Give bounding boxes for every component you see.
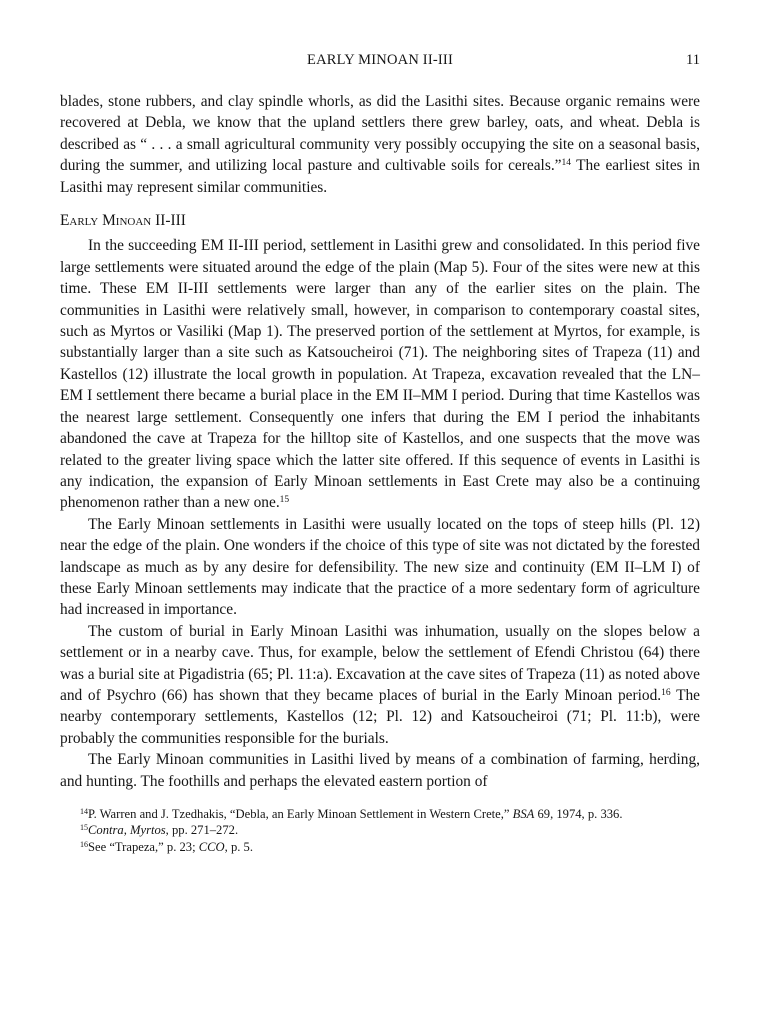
paragraph bbox=[60, 621, 700, 749]
paragraph bbox=[60, 91, 700, 198]
paragraph bbox=[60, 749, 700, 792]
footnote bbox=[60, 822, 700, 838]
footnote-italic: Contra, Myrtos bbox=[88, 823, 166, 838]
paragraph-text: The custom of burial in Early Minoan Lasithi was inhumation, usually on the slopes below a settlement or in a nearby cave. Thus, for example, below the settlement of Efendi Christou (64) there was a burial site at Pigadistria (65; Pl. 11:a). Excavation at the cave sites of Trapeza (11) as noted above and of Psychro (66) has shown that they became places of burial in the Early Minoan period. bbox=[60, 622, 700, 704]
footnote-number: 15 bbox=[80, 823, 88, 833]
paragraph-text: The Early Minoan settlements in Lasithi were usually located on the tops of steep hills (Pl. 12) near the edge of the plain. One wonders if the choice of this type of site was not dictated by the forested landscape as much as by any desire for defensibility. The new size and continuity (EM II–LM I) of these Early Minoan settlements may indicate that the practice of a more sedentary form of agriculture had increased in importance. bbox=[60, 515, 700, 619]
paragraph-text: The Early Minoan communities in Lasithi lived by means of a combination of farming, herding, and hunting. The foothills and perhaps the elevated eastern portion of bbox=[60, 751, 700, 790]
paragraph-text: blades, stone rubbers, and clay spindle whorls, as did the Lasithi sites. Because organic remains were recovered at Debla, we know that the upland settlers there grew barley, oats, and wheat. Debla is described as “ . . . a small agricultural community very possibly occupying the site on a seasonal basis, during the summer, and utilizing local pasture and cultivable soils for cereals.” bbox=[60, 93, 700, 175]
footnote-ref: 15 bbox=[279, 495, 290, 506]
paragraph-text: The earliest sites in Lasithi may represent similar communities. bbox=[60, 157, 701, 196]
footnote bbox=[60, 839, 700, 855]
footnote-text: , pp. 271–272. bbox=[165, 823, 239, 838]
footnote-italic: BSA bbox=[512, 807, 535, 821]
footnote-number: 16 bbox=[80, 839, 88, 849]
page-number: 11 bbox=[686, 52, 700, 68]
body-text bbox=[60, 91, 700, 792]
footnote-text: P. Warren and J. Tzedhakis, “Debla, an Early Minoan Settlement in Western Crete,” bbox=[88, 807, 513, 821]
footnotes bbox=[60, 806, 700, 855]
paragraph bbox=[60, 514, 700, 621]
footnote-ref: 16 bbox=[661, 687, 671, 698]
running-title: EARLY MINOAN II-III bbox=[307, 52, 453, 68]
footnote-ref: 14 bbox=[561, 158, 571, 169]
footnote-text: See “Trapeza,” p. 23; bbox=[88, 839, 199, 854]
footnote bbox=[60, 806, 700, 822]
footnote-text: , p. 5. bbox=[224, 839, 253, 854]
paragraph bbox=[60, 235, 700, 513]
footnote-italic: CCO bbox=[198, 839, 225, 854]
running-header bbox=[60, 52, 700, 76]
section-heading: Early Minoan II-III bbox=[60, 212, 186, 230]
footnote-text: 69, 1974, p. 336. bbox=[534, 807, 623, 821]
paragraph-text: The nearby contemporary settlements, Kastellos (12; Pl. 12) and Katsoucheiroi (71; Pl. 11:b), were probably the communities responsible for the burials. bbox=[60, 686, 700, 747]
page bbox=[60, 52, 700, 855]
paragraph-text: In the succeeding EM II-III period, settlement in Lasithi grew and consolidated. In this period five large settlements were situated around the edge of the plain (Map 5). Four of the sites were new at this time. These EM II-III settlements were larger than any of the earlier sites on the plain. The communities in Lasithi were relatively small, however, in comparison to contemporary coastal sites, such as Myrtos or Vasiliki (Map 1). The preserved portion of the settlement at Myrtos, for example, is substantially larger than a site such as Katsoucheiroi (71). The neighboring sites of Trapeza (11) and Kastellos (12) illustrate the local growth in population. At Trapeza, excavation revealed that the LN–EM I settlement there became a burial place in the EM II–MM I period. During that time Kastellos was the nearest large settlement. Consequently one infers that during the EM I period the inhabitants abandoned the cave at Trapeza for the hilltop site of Kastellos, and one suspects that the move was related to the greater living space which the latter site offered. If this sequence of events in Lasithi is any indication, the expansion of Early Minoan settlements in East Crete may also be a continuing phenomenon rather than a new one. bbox=[60, 237, 700, 512]
footnote-number: 14 bbox=[80, 807, 88, 816]
